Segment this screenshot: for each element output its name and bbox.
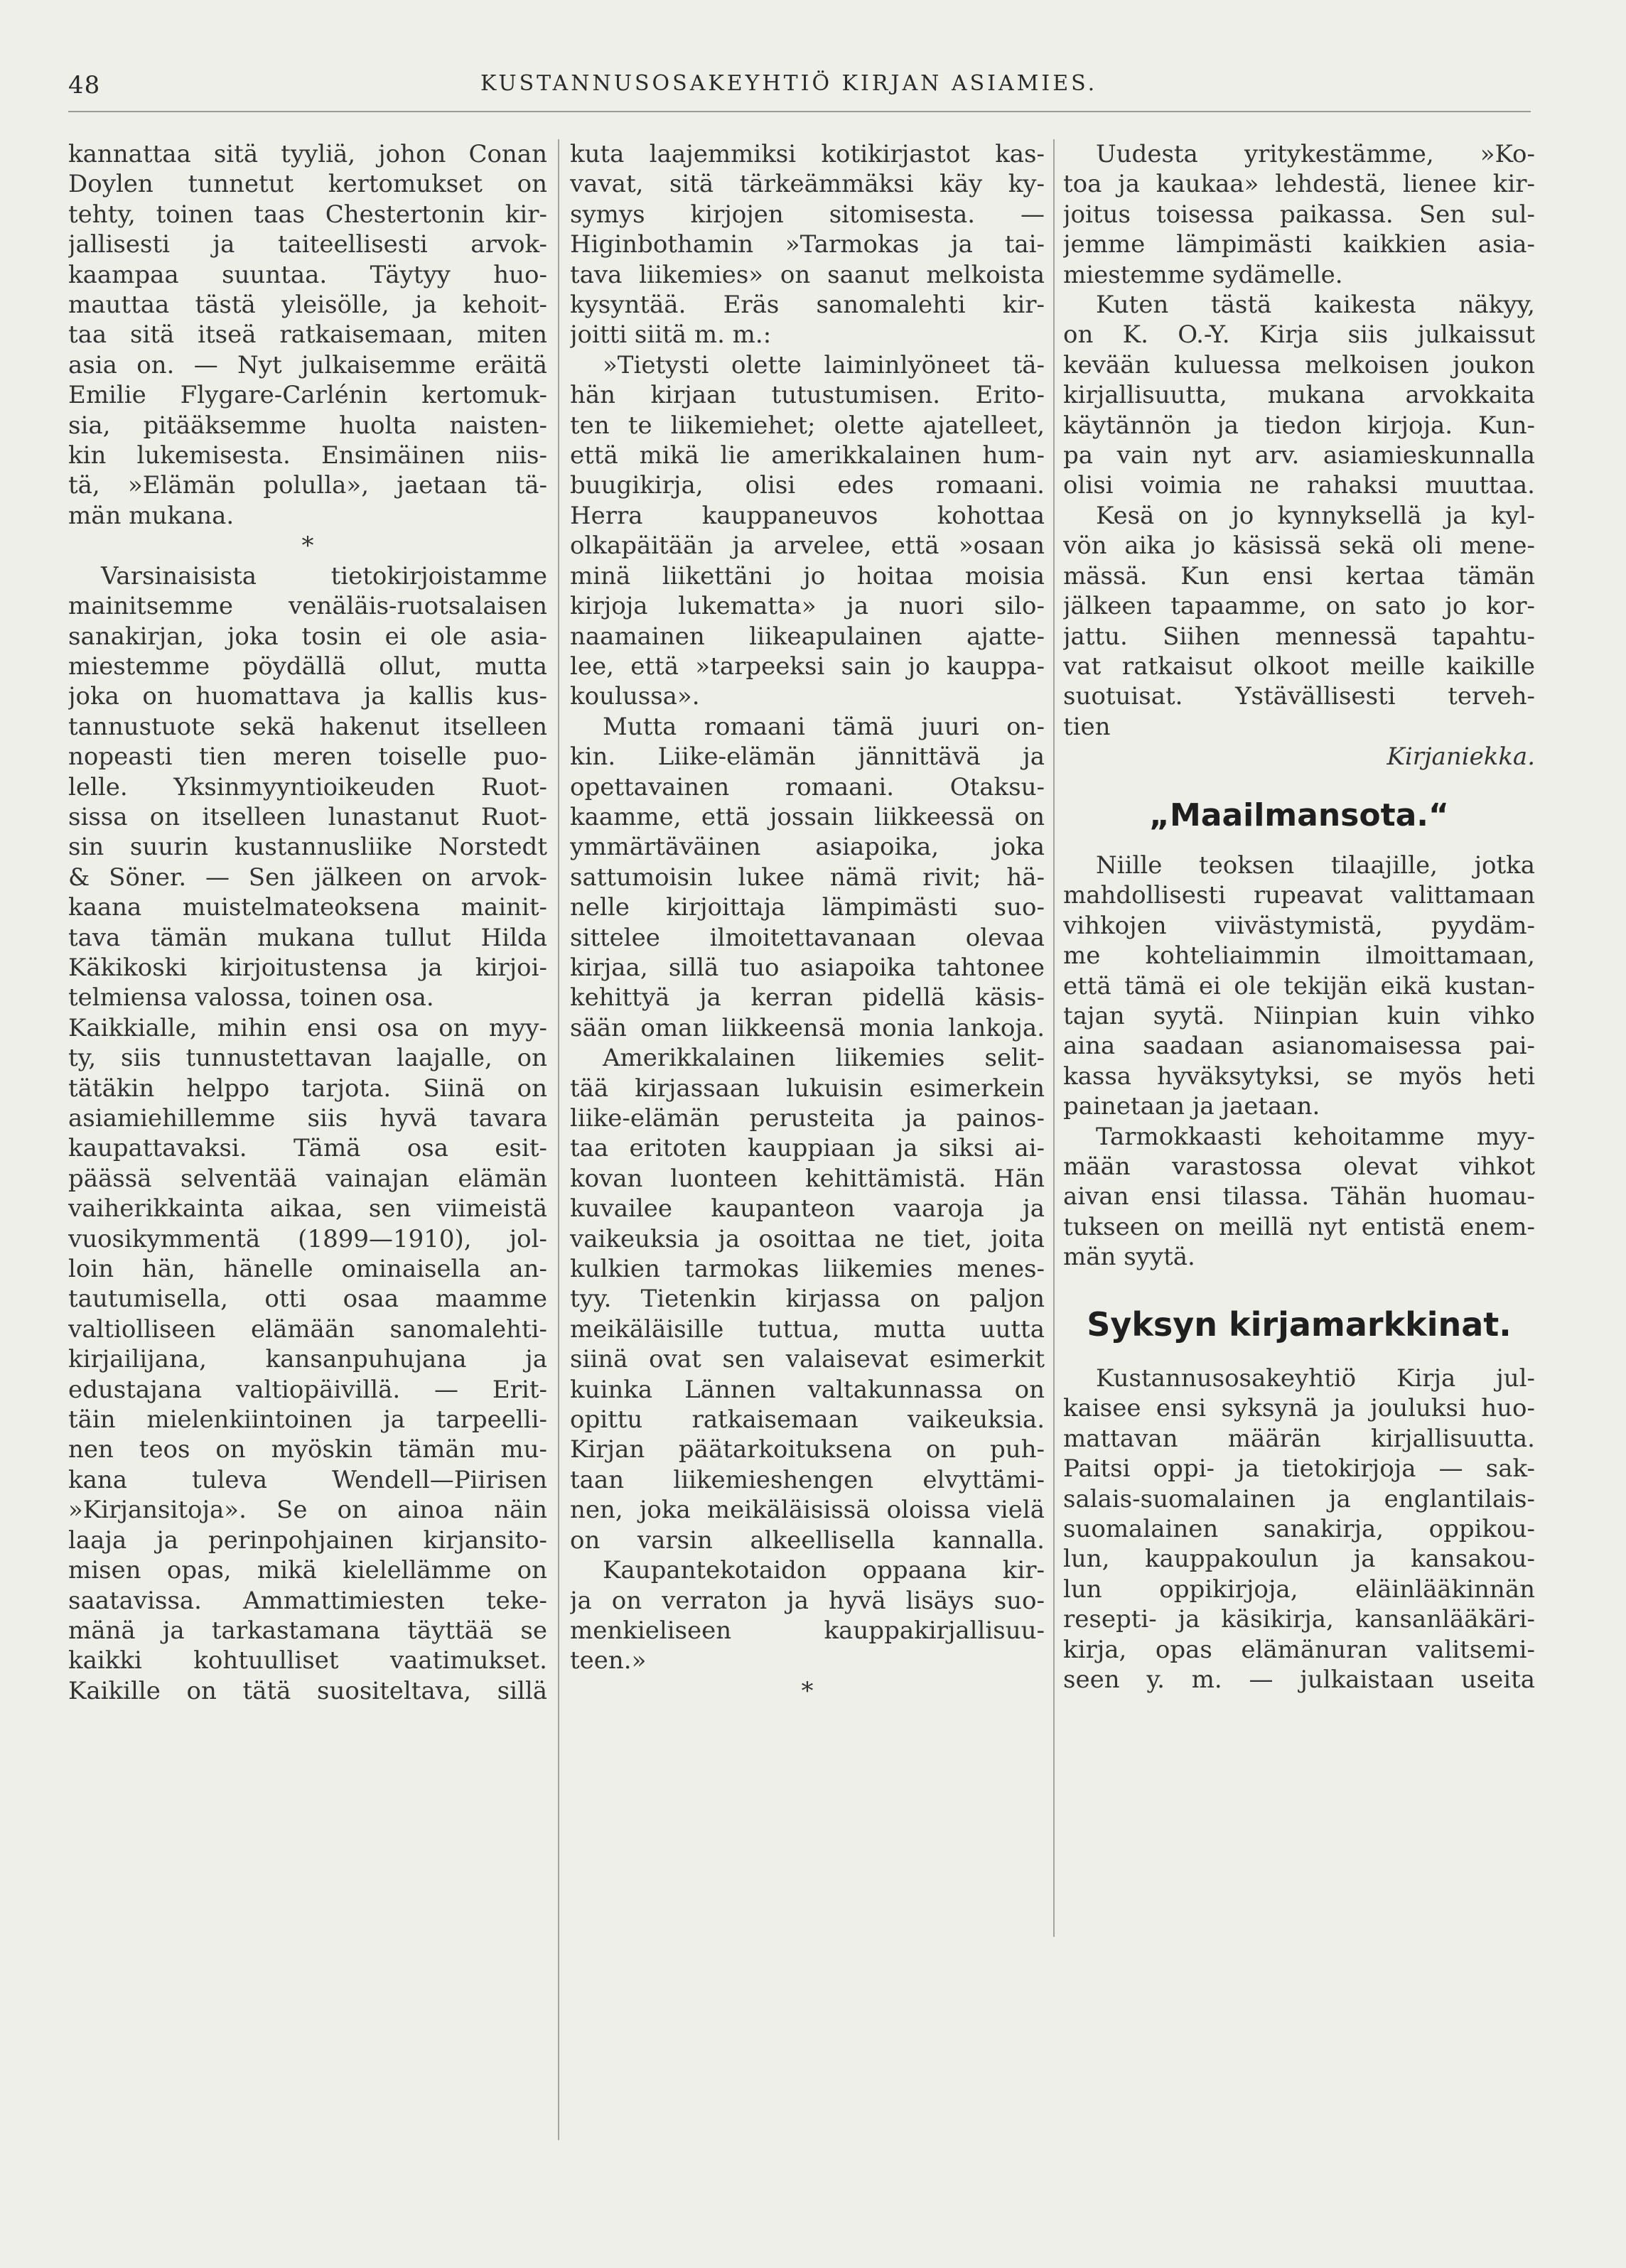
text-line: edustajana valtiopäivillä. — Erit- [68, 1375, 547, 1404]
text-line: mattavan määrän kirjallisuutta. [1063, 1424, 1535, 1453]
text-line: miestemme sydämelle. [1063, 260, 1343, 289]
text-line: tannustuote sekä hakenut itselleen [68, 712, 547, 741]
text-line: Amerikkalainen liikemies selit- [603, 1044, 1045, 1073]
text-line: Kirjaniekka. [1387, 742, 1535, 772]
header-rule [68, 111, 1531, 112]
text-line: Kesä on jo kynnyksellä ja kyl- [1096, 501, 1535, 530]
text-line: jemme lämpimästi kaikkien asia- [1063, 230, 1535, 259]
text-line: valtiolliseen elämään sanomalehti- [68, 1314, 547, 1344]
text-line: kysyntää. Eräs sanomalehti kir- [570, 291, 1045, 320]
text-line: Emilie Flygare-Carlénin kertomuk- [68, 381, 547, 410]
text-line: me kohteliaimmin ilmoittamaan, [1063, 941, 1535, 971]
text-line: misen opas, mikä kielellämme on [68, 1556, 547, 1585]
column-1 [68, 139, 547, 1706]
text-line: lun, kauppakoulun ja kansakou- [1063, 1545, 1535, 1574]
text-line: kaamme, että jossain liikkeessä on [570, 802, 1045, 831]
text-line: Kaupantekotaidon oppaana kir- [603, 1556, 1045, 1585]
text-line: mahdollisesti rupeavat valittamaan [1063, 881, 1535, 910]
text-line: lelle. Yksinmyyntioikeuden Ruot- [68, 772, 547, 801]
text-line: nelle kirjoittaja lämpimästi suo- [570, 893, 1045, 922]
text-line: kulkien tarmokas liikemies menes- [570, 1255, 1045, 1284]
heading-maailmansota: „Maailmansota.“ [1149, 796, 1449, 833]
text-line: Varsinaisista tietokirjoistamme [101, 561, 547, 590]
page-header [68, 71, 1561, 107]
text-line: kaupattavaksi. Tämä osa esit- [68, 1134, 547, 1163]
text-line: vihkojen viivästymistä, pyydäm- [1063, 911, 1535, 940]
text-line: kirja, opas elämänuran valitsemi- [1063, 1635, 1535, 1664]
text-line: täin mielenkiintoinen ja tarpeelli- [68, 1405, 547, 1435]
text-line: kirjallisuutta, mukana arvokkaita [1063, 381, 1535, 410]
text-line: liike-elämän perusteita ja painos- [570, 1104, 1045, 1133]
text-line: kaisee ensi syksynä ja jouluksi huo- [1063, 1394, 1535, 1423]
text-line: suomalainen sanakirja, oppikou- [1063, 1515, 1535, 1544]
text-line: tä, »Elämän polulla», jaetaan tä- [68, 471, 547, 500]
text-line: on varsin alkeellisella kannalla. [570, 1526, 1045, 1555]
text-line: että mikä lie amerikkalainen hum- [570, 441, 1045, 470]
text-line: nen, joka meikäläisissä oloissa vielä [570, 1496, 1045, 1525]
text-line: Mutta romaani tämä juuri on- [603, 712, 1045, 741]
column-2 [570, 139, 1045, 1706]
text-line: »Tietysti olette laiminlyöneet tä- [603, 350, 1045, 379]
text-line: kaikki kohtuulliset vaatimukset. [68, 1646, 547, 1675]
text-line: Kirjan päätarkoituksena on puh- [570, 1435, 1045, 1464]
text-line: kassa hyväksytyksi, se myös heti [1063, 1062, 1535, 1091]
text-line: mainitsemme venäläis-ruotsalaisen [68, 592, 547, 621]
text-line: sissa on itselleen lunastanut Ruot- [68, 802, 547, 831]
text-line: mässä. Kun ensi kertaa tämän [1063, 561, 1535, 590]
text-line: kovan luonteen kehittämistä. Hän [570, 1164, 1045, 1193]
text-line: Niille teoksen tilaajille, jotka [1096, 850, 1535, 880]
text-line: ty, siis tunnustettavan laajalle, on [68, 1044, 547, 1073]
text-line: asia on. — Nyt julkaisemme eräitä [68, 350, 547, 379]
column-divider-2 [1053, 139, 1055, 1937]
text-line: sanakirjan, joka tosin ei ole asia- [68, 622, 547, 651]
text-line: taa sitä itseä ratkaisemaan, miten [68, 320, 547, 350]
column-divider-1 [558, 139, 559, 2140]
text-line: asiamiehillemme siis hyvä tavara [68, 1104, 547, 1133]
text-line: mauttaa tästä yleisölle, ja kehoit- [68, 291, 547, 320]
column-3 [1063, 139, 1535, 1695]
text-line: symys kirjojen sitomisesta. — [570, 200, 1045, 229]
text-line: * [301, 531, 314, 561]
text-line: taan liikemieshengen elvyttämi- [570, 1465, 1045, 1494]
text-line: että tämä ei ole tekijän eikä kustan- [1063, 971, 1535, 1000]
text-line: saatavissa. Ammattimiesten teke- [68, 1586, 547, 1615]
text-line: & Söner. — Sen jälkeen on arvok- [68, 863, 547, 892]
text-line: ten te liikemiehet; olette ajatelleet, [570, 411, 1045, 440]
text-line: kaana muistelmateoksena mainit- [68, 893, 547, 922]
text-line: jallisesti ja taiteellisesti arvok- [68, 230, 547, 259]
text-line: mänä ja tarkastamana täyttää se [68, 1616, 547, 1645]
text-line: miestemme pöydällä ollut, mutta [68, 652, 547, 681]
text-line: koulussa». [570, 682, 700, 711]
text-line: tää kirjassaan lukuisin esimerkein [570, 1074, 1045, 1103]
heading-syksyn-kirjamarkkinat: Syksyn kirjamarkkinat. [1087, 1305, 1512, 1344]
text-line: jälkeen tapaamme, on sato jo kor- [1063, 592, 1535, 621]
column-3-maailmansota-text [1063, 850, 1535, 1273]
text-line: Paitsi oppi- ja tietokirjoja — sak- [1063, 1454, 1535, 1484]
text-line: joitti siitä m. m.: [570, 320, 772, 350]
text-line: opittu ratkaisemaan vaikeuksia. [570, 1405, 1045, 1435]
text-line: jattu. Siihen mennessä tapahtu- [1063, 622, 1535, 651]
text-line: vat ratkaisut olkoot meille kaikille [1063, 652, 1535, 681]
text-line: olkapäitään ja arvelee, että »osaan [570, 531, 1045, 561]
text-line: kuta laajemmiksi kotikirjastot kas- [570, 140, 1045, 168]
text-line: kannattaa sitä tyyliä, johon Conan [68, 140, 547, 168]
text-line: mään varastossa olevat vihkot [1063, 1152, 1535, 1181]
text-line: painetaan ja jaetaan. [1063, 1092, 1320, 1121]
text-line: kin lukemisesta. Ensimäinen niis- [68, 441, 547, 470]
text-line: vuosikymmentä (1899—1910), jol- [68, 1224, 547, 1253]
text-line: seen y. m. — julkaistaan useita [1063, 1665, 1535, 1695]
text-line: päässä selventää vainajan elämän [68, 1164, 547, 1193]
text-line: naamainen liikeapulainen ajatte- [570, 622, 1045, 651]
text-line: joitus toisessa paikassa. Sen sul- [1063, 200, 1535, 229]
text-line: lun oppikirjoja, eläinlääkinnän [1063, 1575, 1535, 1604]
text-line: Tarmokkaasti kehoitamme myy- [1096, 1122, 1535, 1151]
text-line: sia, pitääksemme huolta naisten- [68, 411, 547, 440]
text-line: vaikeuksia ja osoittaa ne tiet, joita [570, 1224, 1045, 1253]
running-title: KUSTANNUSOSAKEYHTIÖ KIRJAN ASIAMIES. [480, 71, 1098, 96]
text-line: tätäkin helppo tarjota. Siinä on [68, 1074, 547, 1103]
text-line: tava tämän mukana tullut Hilda [68, 923, 547, 952]
text-line: tautumisella, otti osaa maamme [68, 1285, 547, 1314]
text-line: nopeasti tien meren toiselle puo- [68, 742, 547, 772]
text-line: suotuisat. Ystävällisesti terveh- [1063, 682, 1535, 711]
text-line: Kustannusosakeyhtiö Kirja jul- [1096, 1364, 1535, 1393]
text-line: tehty, toinen taas Chestertonin kir- [68, 200, 547, 229]
text-line: Kuten tästä kaikesta näkyy, [1096, 291, 1535, 320]
text-line: tava liikemies» on saanut melkoista [570, 260, 1045, 289]
text-line: kirjaa, sillä tuo asiapoika tahtonee [570, 953, 1045, 982]
column-3-syksyn-text [1063, 1364, 1535, 1695]
text-line: kirjailijana, kansanpuhujana ja [68, 1345, 547, 1374]
text-line: aina saadaan asianomaisessa pai- [1063, 1032, 1535, 1061]
text-line: toa ja kaukaa» lehdestä, lienee kir- [1063, 170, 1535, 199]
text-line: sattumoisin lukee nämä rivit; hä- [570, 863, 1045, 892]
text-line: vaiherikkainta aikaa, sen viimeistä [68, 1194, 547, 1224]
text-line: kana tuleva Wendell—Piirisen [68, 1465, 547, 1494]
text-line: Doylen tunnetut kertomukset on [68, 170, 547, 199]
text-line: Kaikille on tätä suositeltava, sillä [68, 1676, 547, 1705]
text-line: minä liikettäni jo hoitaa moisia [570, 561, 1045, 590]
text-line: aivan ensi tilassa. Tähän huomau- [1063, 1182, 1535, 1211]
text-line: loin hän, hänelle ominaisella an- [68, 1255, 547, 1284]
text-line: käytännön ja tiedon kirjoja. Kun- [1063, 411, 1535, 440]
text-line: tien [1063, 712, 1111, 741]
text-line: kuvailee kaupanteon vaaroja ja [570, 1194, 1045, 1224]
text-line: joka on huomattava ja kallis kus- [68, 682, 547, 711]
text-line: siinä ovat sen valaisevat esimerkit [570, 1345, 1045, 1374]
text-line: teen.» [570, 1646, 647, 1675]
text-line: kin. Liike-elämän jännittävä ja [570, 742, 1045, 772]
text-line: telmiensa valossa, toinen osa. [68, 983, 434, 1012]
text-line: tukseen on meillä nyt entistä enem- [1063, 1212, 1535, 1241]
text-line: Kaikkialle, mihin ensi osa on myy- [68, 1013, 547, 1042]
text-line: män mukana. [68, 501, 235, 530]
text-line: män syytä. [1063, 1243, 1195, 1272]
text-line: tajan syytä. Niinpian kuin vihko [1063, 1001, 1535, 1030]
text-line: Käkikoski kirjoitustensa ja kirjoi- [68, 953, 547, 982]
text-line: menkieliseen kauppakirjallisuu- [570, 1616, 1045, 1645]
text-line: vavat, sitä tärkeämmäksi käy ky- [570, 170, 1045, 199]
text-line: hän kirjaan tutustumisen. Erito- [570, 381, 1045, 410]
text-line: resepti- ja käsikirja, kansanlääkäri- [1063, 1605, 1535, 1634]
text-line: sään oman liikkeensä monia lankoja. [570, 1013, 1045, 1042]
text-line: ymmärtäväinen asiapoika, joka [570, 833, 1045, 862]
text-line: tyy. Tietenkin kirjassa on paljon [570, 1285, 1045, 1314]
column-3-top-text [1063, 139, 1535, 772]
text-line: kuinka Lännen valtakunnassa on [570, 1375, 1045, 1404]
text-line: sin suurin kustannusliike Norstedt [68, 833, 547, 862]
text-line: Higinbothamin »Tarmokas ja tai- [570, 230, 1045, 259]
text-line: opettavainen romaani. Otaksu- [570, 772, 1045, 801]
text-line: nen teos on myöskin tämän mu- [68, 1435, 547, 1464]
text-line: pa vain nyt arv. asiamieskunnalla [1063, 441, 1535, 470]
text-line: meikäläisille tuttua, mutta uutta [570, 1314, 1045, 1344]
text-line: salais-suomalainen ja englantilais- [1063, 1484, 1535, 1513]
text-line: laaja ja perinpohjainen kirjansito- [68, 1526, 547, 1555]
text-line: Uudesta yritykestämme, »Ko- [1096, 140, 1535, 168]
text-line: kaampaa suuntaa. Täytyy huo- [68, 260, 547, 289]
text-line: buugikirja, olisi edes romaani. [570, 471, 1045, 500]
text-line: »Kirjansitoja». Se on ainoa näin [68, 1496, 547, 1525]
text-line: ja on verraton ja hyvä lisäys suo- [570, 1586, 1045, 1615]
text-line: kevään kuluessa melkoisen joukon [1063, 350, 1535, 379]
text-line: lee, että »tarpeeksi sain jo kauppa- [570, 652, 1045, 681]
text-line: kehittyä ja kerran pidellä käsis- [570, 983, 1045, 1012]
text-line: Herra kauppaneuvos kohottaa [570, 501, 1045, 530]
page-number: 48 [68, 71, 101, 99]
text-line: sittelee ilmoitettavanaan olevaa [570, 923, 1045, 952]
text-line: on K. O.-Y. Kirja siis julkaissut [1063, 320, 1535, 350]
text-line: vön aika jo käsissä sekä oli mene- [1063, 531, 1535, 561]
text-line: kirjoja lukematta» ja nuori silo- [570, 592, 1045, 621]
text-line: * [801, 1676, 814, 1705]
text-line: taa eritoten kauppiaan ja siksi ai- [570, 1134, 1045, 1163]
text-line: olisi voimia ne rahaksi muuttaa. [1063, 471, 1535, 500]
